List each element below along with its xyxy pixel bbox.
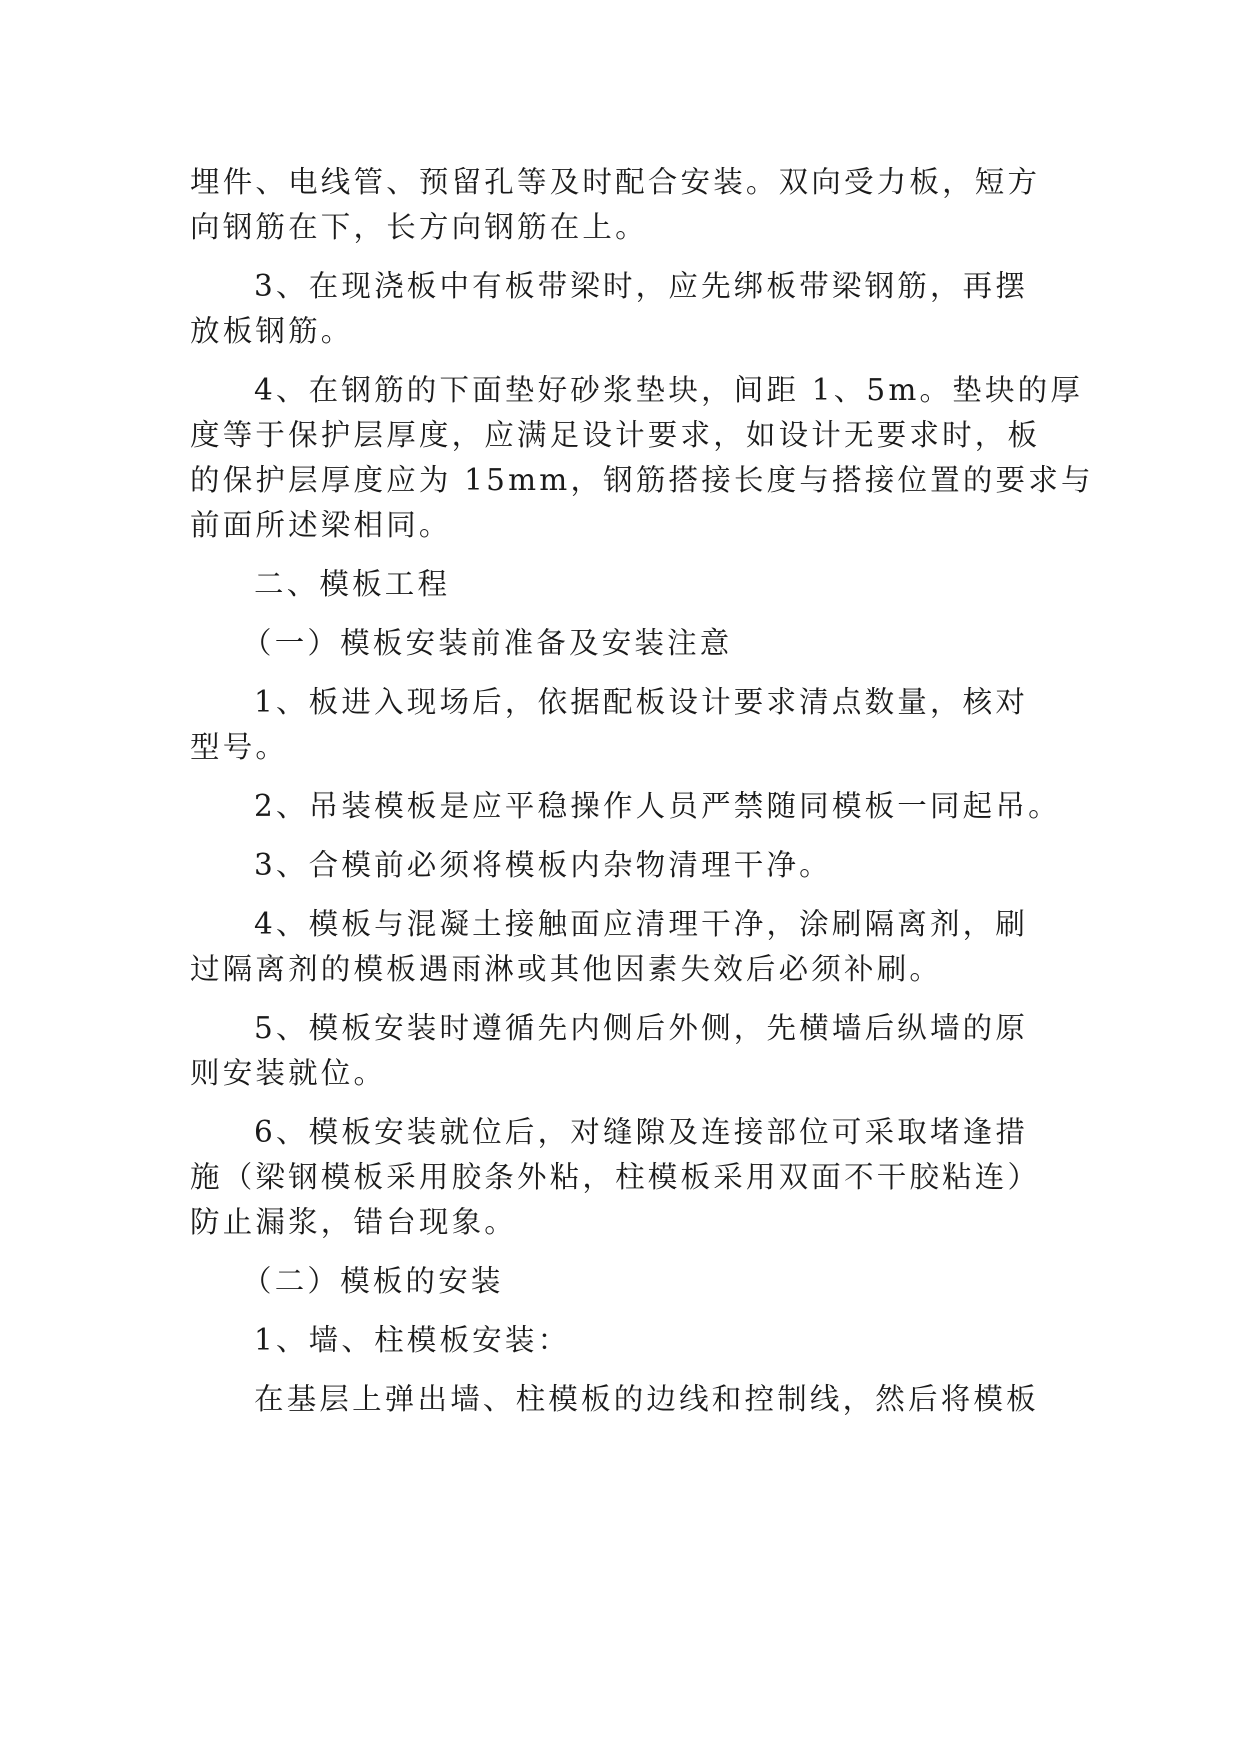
text-line: 防止漏浆，错台现象。 (190, 1205, 518, 1239)
text-line: 型号。 (190, 730, 289, 764)
text-line: 3、在现浇板中有板带梁时，应先绑板带梁钢筋，再摆 (254, 269, 1029, 303)
text-line: 则安装就位。 (190, 1056, 387, 1090)
text-line: 3、合模前必须将模板内杂物清理干净。 (254, 848, 832, 882)
text-line: 1、板进入现场后，依据配板设计要求清点数量，核对 (254, 685, 1029, 719)
section-heading: 二、模板工程 (254, 567, 451, 601)
text-line: 向钢筋在下，长方向钢筋在上。 (190, 210, 648, 244)
subsection-heading: （一）模板安装前准备及安装注意 (242, 626, 733, 660)
text-line: 2、吊装模板是应平稳操作人员严禁随同模板一同起吊。 (254, 789, 1061, 823)
text-line: 的保护层厚度应为 15mm，钢筋搭接长度与搭接位置的要求与 (190, 463, 1094, 497)
text-line: 1、墙、柱模板安装： (254, 1323, 571, 1357)
text-line: 4、模板与混凝土接触面应清理干净，涂刷隔离剂，刷 (254, 907, 1029, 941)
text-line: 在基层上弹出墙、柱模板的边线和控制线，然后将模板 (254, 1382, 1039, 1416)
text-line: 度等于保护层厚度，应满足设计要求，如设计无要求时，板 (190, 418, 1041, 452)
text-line: 前面所述梁相同。 (190, 508, 452, 542)
text-line: 施（梁钢模板采用胶条外粘，柱模板采用双面不干胶粘连） (190, 1160, 1041, 1194)
text-line: 6、模板安装就位后，对缝隙及连接部位可采取堵逢措 (254, 1115, 1029, 1149)
document-body (190, 160, 1094, 1422)
text-line: 埋件、电线管、预留孔等及时配合安装。双向受力板，短方 (190, 165, 1041, 199)
text-line: 4、在钢筋的下面垫好砂浆垫块，间距 1、5m。垫块的厚 (254, 373, 1084, 407)
text-line: 过隔离剂的模板遇雨淋或其他因素失效后必须补刷。 (190, 952, 943, 986)
subsection-heading: （二）模板的安装 (242, 1264, 504, 1298)
text-line: 5、模板安装时遵循先内侧后外侧，先横墙后纵墙的原 (254, 1011, 1029, 1045)
text-line: 放板钢筋。 (190, 314, 354, 348)
